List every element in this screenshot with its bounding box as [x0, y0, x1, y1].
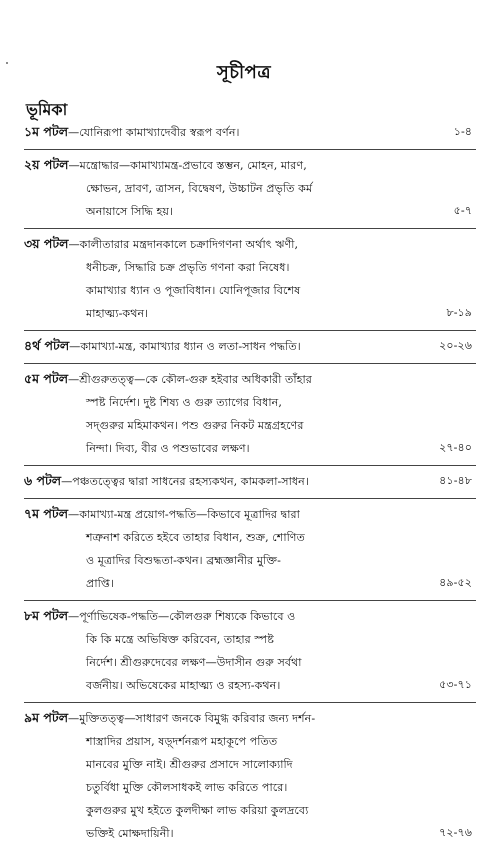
entry-text: বর্জনীয়। অভিষেকের মাহাত্ম্য ও রহস্য-কথন। [86, 679, 281, 692]
chapter-label: ১ম পটল [24, 124, 69, 139]
entry-divider [24, 228, 476, 229]
page-range: ১-৪ [453, 125, 472, 138]
toc-entry [24, 230, 476, 329]
entry-text: চতুর্বিধা মুক্তি কৌলসাধকই লাভ করিতে পারে। [86, 781, 288, 794]
entry-text: কামাখ্যার ধ্যান ও পূজাবিধান। যোনিপূজার বিশেষ [86, 284, 301, 297]
toc-entry-line [24, 776, 476, 799]
page-range: ২০-২৬ [439, 339, 472, 352]
page-range: ৭২-৭৬ [439, 826, 472, 839]
chapter-label: ৫ম পটল [24, 371, 69, 386]
toc-entry-line [24, 526, 476, 549]
toc-entry [24, 151, 476, 227]
toc-entry [24, 365, 476, 464]
toc-entry-line [24, 334, 476, 358]
entry-text: মাহাত্ম্য-কথন। [86, 307, 149, 320]
chapter-label: ৩য় পটল [24, 236, 69, 251]
toc-entry-line [24, 706, 476, 730]
chapter-label: ৬ পটল [24, 473, 62, 488]
toc-entry-line [24, 674, 476, 697]
toc-entry-line [24, 549, 476, 572]
toc-entry-line [24, 651, 476, 674]
page-range: ৫৩-৭১ [439, 678, 472, 691]
entry-text: —শ্রীগুরুতত্ত্ব—কে কৌল-গুরু হইবার অধিকারী তাঁহার [68, 373, 312, 386]
toc-entry-line [24, 437, 476, 460]
toc-entry-line [24, 279, 476, 302]
entry-text: ক্ষোভন, দ্রাবণ, ত্রাসন, বিদ্বেষণ, উচ্চাটন প্রভৃতি কর্ম [86, 182, 313, 195]
chapter-label: ২য় পটল [24, 157, 69, 172]
page-range: ৪৯-৫২ [439, 576, 472, 589]
entry-text: নির্দেশ। শ্রীগুরুদেবের লক্ষণ—উদাসীন গুরু সর্বথা [86, 656, 302, 669]
entry-divider [24, 600, 476, 601]
toc-entry-line [24, 502, 476, 526]
entry-text: শত্রুনাশ করিতে হইবে তাহার বিধান, শুক্র, শোণিত [86, 531, 305, 544]
entry-text: শাস্ত্রাদির প্রয়াস, ষড়্দর্শনরূপ মহাকূপে পতিত [86, 735, 278, 748]
toc-entry-line [24, 391, 476, 414]
entry-text: কুলগুরুর মুখ হইতে কুলদীক্ষা লাভ করিয়া কুলদ্রব্যে [86, 804, 309, 817]
toc-entry-line [24, 256, 476, 279]
page-range: ৪১-৪৮ [439, 474, 472, 487]
entry-text: —কালীতারার মন্ত্রদানকালে চক্রাদিগণনা অর্থাৎ ঋণী, [68, 238, 299, 251]
entry-text: ও মূত্রাদির বিশুদ্ধতা-কথন। ব্রহ্মজ্ঞানীর মুক্তি- [86, 554, 281, 567]
toc-entry [24, 467, 476, 497]
entry-divider [24, 363, 476, 364]
table-of-contents [24, 118, 476, 849]
toc-entry-line [24, 799, 476, 822]
entry-text: সদ্গুরুর মহিমাকথন। পশু গুরুর নিকট মন্ত্রগ্রহণের [86, 419, 304, 432]
toc-entry [24, 332, 476, 362]
chapter-label: ৭ম পটল [24, 506, 69, 521]
entry-text: —কামাখ্যা-মন্ত্র, কামাখ্যার ধ্যান ও লতা-সাধন পদ্ধতি। [69, 340, 301, 353]
toc-entry-line [24, 367, 476, 391]
toc-entry [24, 602, 476, 701]
chapter-label: ৯ম পটল [24, 710, 69, 725]
toc-entry-line [24, 628, 476, 651]
toc-entry-line [24, 822, 476, 845]
intro-heading: ভূমিকা [26, 100, 68, 119]
toc-entry-line [24, 753, 476, 776]
toc-entry-line [24, 232, 476, 256]
entry-divider [24, 149, 476, 150]
chapter-label: ৮ম পটল [24, 608, 69, 623]
entry-text: —যোনিরূপা কামাখ্যাদেবীর স্বরূপ বর্ণন। [68, 126, 240, 139]
toc-entry [24, 704, 476, 849]
entry-text: —মন্ত্রোদ্ধার—কামাখ্যামন্ত্র-প্রভাবে স্তম্ভন, মোহন, মারণ, [68, 159, 307, 172]
toc-entry-line [24, 604, 476, 628]
entry-divider [24, 330, 476, 331]
toc-entry-line [24, 572, 476, 595]
entry-divider [24, 465, 476, 466]
toc-entry-line [24, 177, 476, 200]
entry-text: —পূর্ণাভিষেক-পদ্ধতি—কৌলগুরু শিষ্যকে কিভাবে ও [68, 610, 296, 623]
toc-entry [24, 500, 476, 599]
toc-entry-line [24, 414, 476, 437]
page-range: ৫-৭ [453, 204, 472, 217]
entry-text: মানবের মুক্তি নাই। শ্রীগুরুর প্রসাদে সালোক্যাদি [86, 758, 293, 771]
page-range: ৮-১৯ [446, 306, 472, 319]
toc-entry-line [24, 469, 476, 493]
entry-text: অনায়াসে সিদ্ধি হয়। [86, 205, 173, 218]
entry-text: প্রাপ্তি। [86, 577, 114, 590]
toc-entry-line [24, 200, 476, 223]
entry-text: নিন্দা। দিব্য, বীর ও পশুভাবের লক্ষণ। [86, 442, 250, 455]
toc-entry [24, 118, 476, 148]
page-range: ২৭-৪০ [439, 441, 472, 454]
toc-entry-line [24, 120, 476, 144]
entry-text: স্পষ্ট নির্দেশ। দুষ্ট শিষ্য ও গুরু ত্যাগের বিধান, [86, 396, 282, 409]
toc-entry-line [24, 153, 476, 177]
entry-divider [24, 498, 476, 499]
entry-divider [24, 702, 476, 703]
entry-text: —পঞ্চতত্ত্বের দ্বারা সাধনের রহস্যকথন, কামকলা-সাধন। [61, 475, 309, 488]
page-title: সূচীপত্র [216, 62, 272, 83]
toc-entry-line [24, 730, 476, 753]
entry-text: কি কি মন্ত্রে অভিষিক্ত করিবেন, তাহার স্পষ্ট [86, 633, 274, 646]
entry-text: ধনীচক্র, সিদ্ধারি চক্র প্রভৃতি গণনা করা নিষেধ। [86, 261, 290, 274]
chapter-label: ৪র্থ পটল [24, 338, 70, 353]
entry-text: ভক্তিই মোক্ষদায়িনী। [86, 827, 174, 840]
entry-text: —মুক্তিতত্ত্ব—সাধারণ জনকে বিমুগ্ধ করিবার জন্য দর্শন- [68, 712, 316, 725]
entry-text: —কামাখ্যা-মন্ত্র প্রয়োগ-পদ্ধতি—কিভাবে মূত্রাদির দ্বারা [68, 508, 300, 521]
toc-entry-line [24, 302, 476, 325]
